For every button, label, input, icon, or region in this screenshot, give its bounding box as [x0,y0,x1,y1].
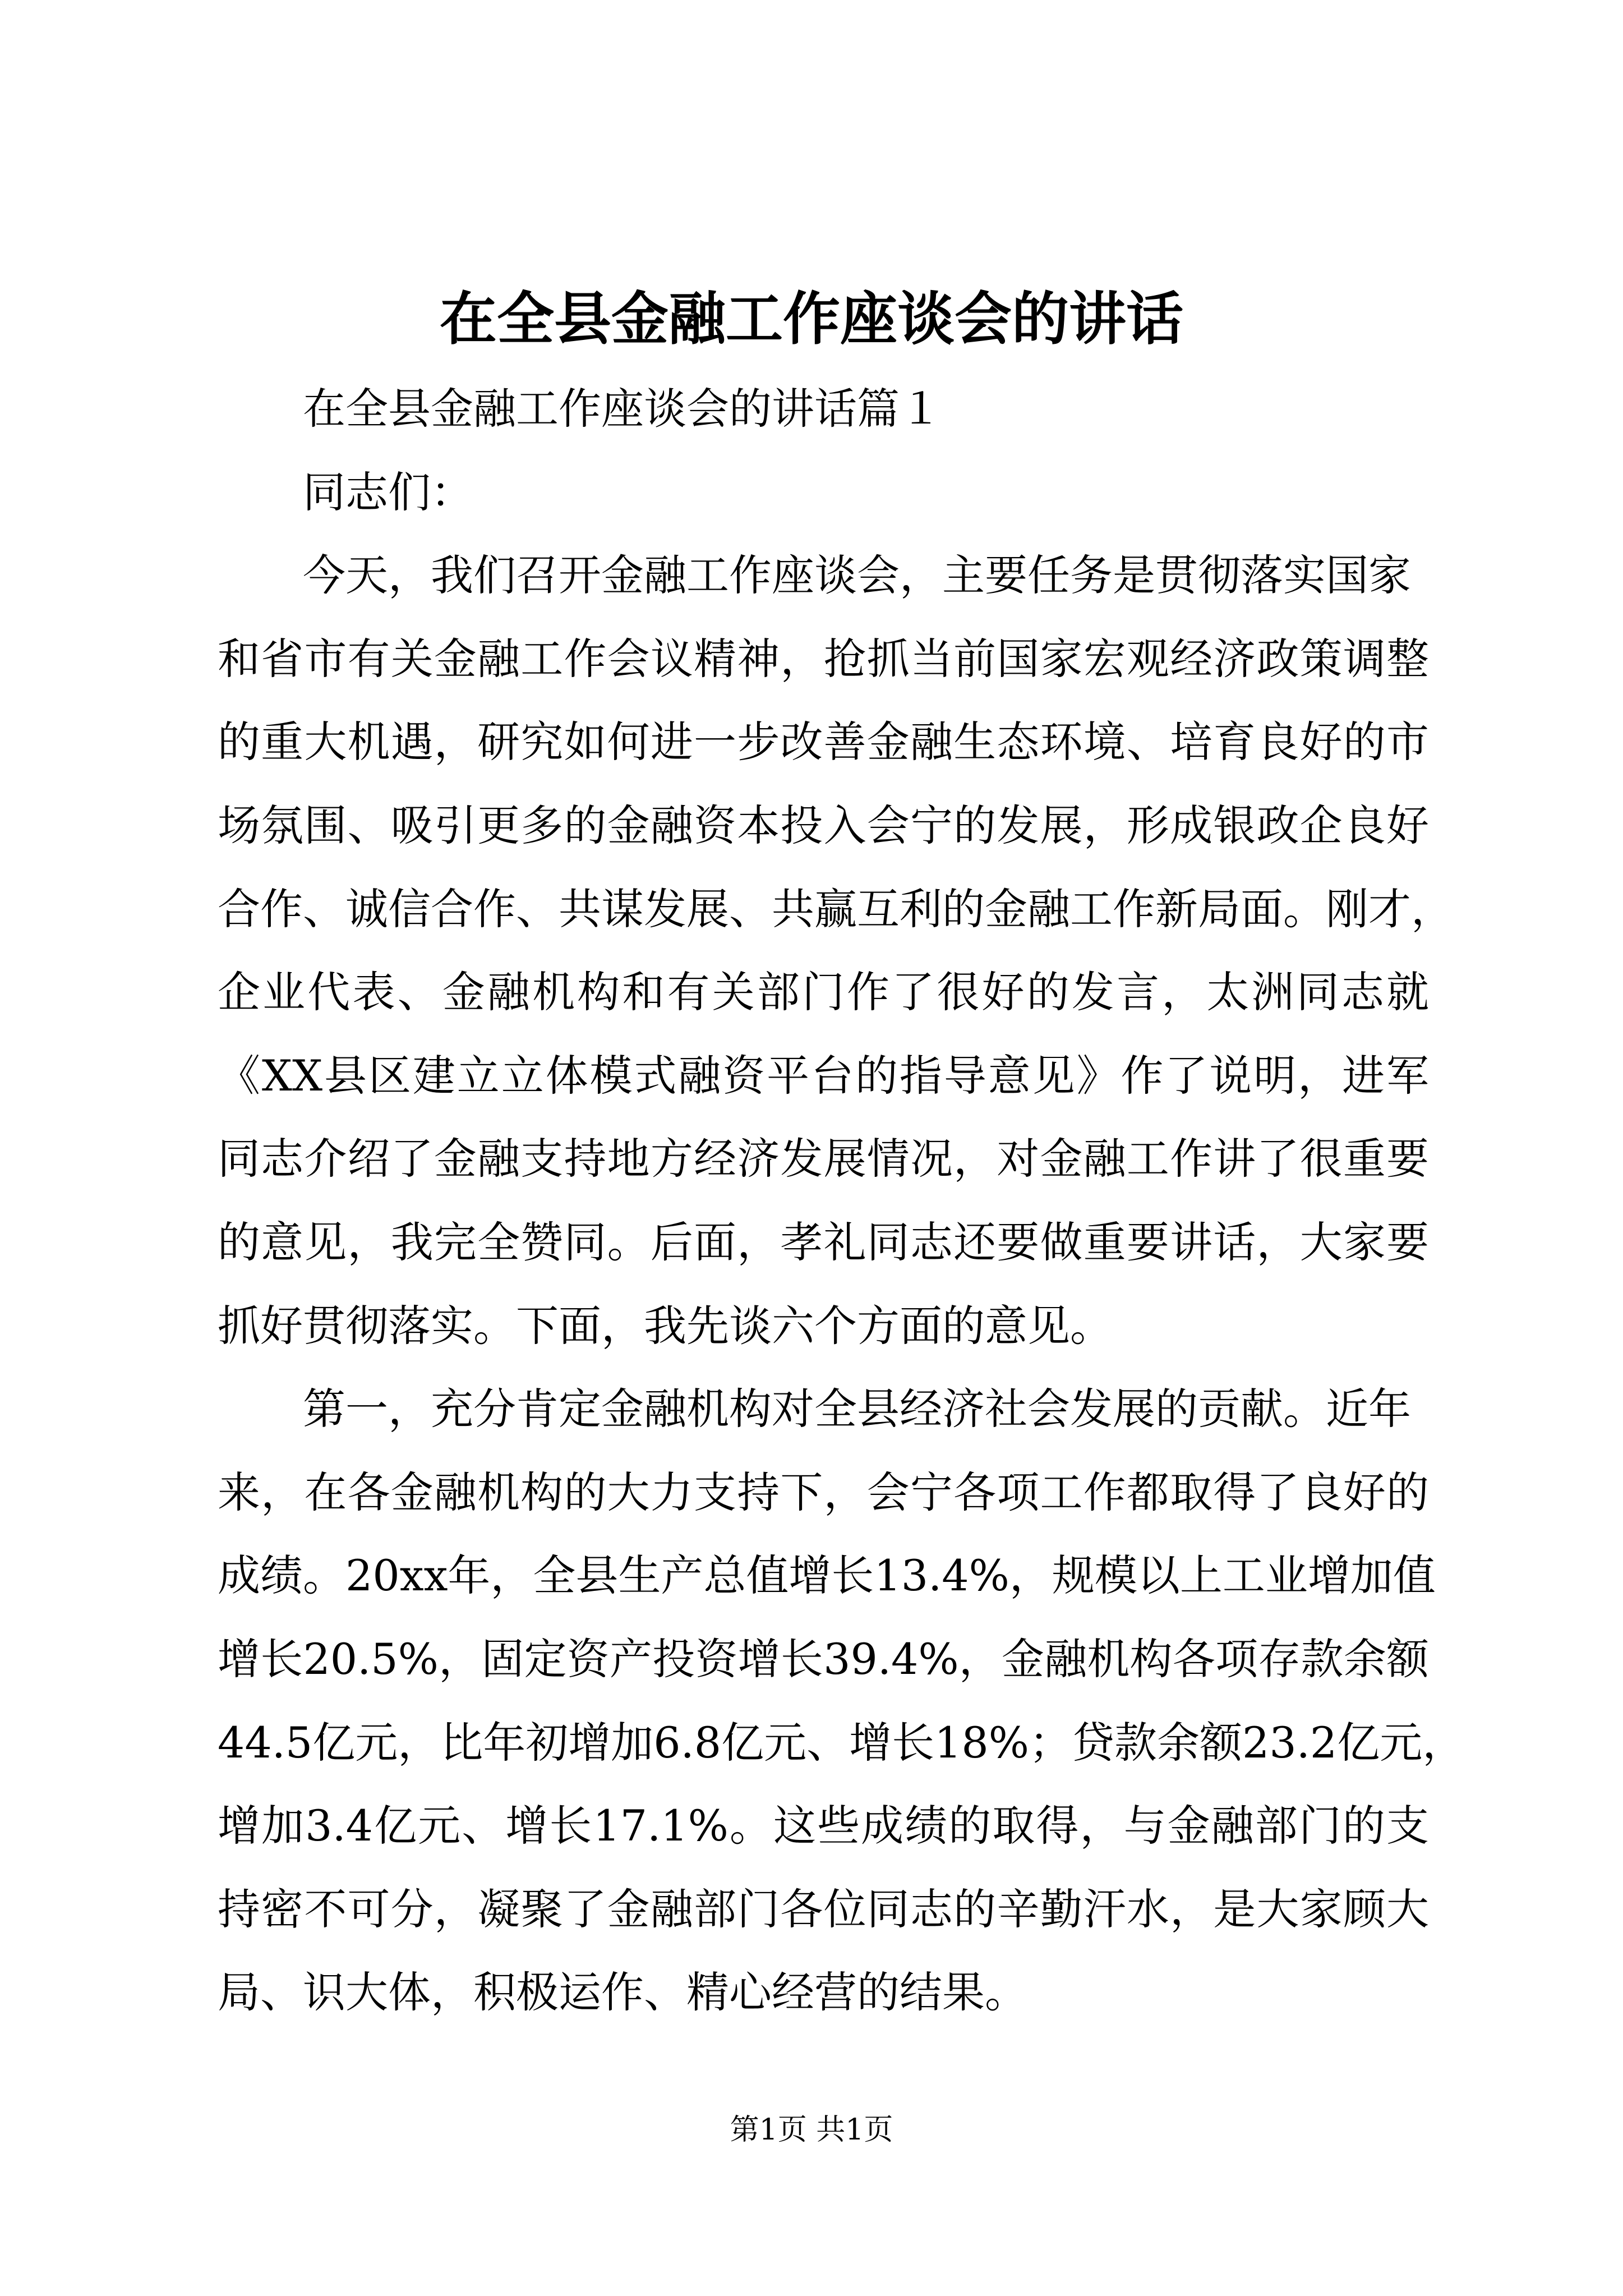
paragraph-1-line-8: 同志介绍了金融支持地方经济发展情况，对金融工作讲了很重要 [218,1134,1429,1184]
paragraph-2-line-5: 44.5亿元，比年初增加6.8亿元、增长18%；贷款余额23.2亿元， [218,1717,1465,1768]
paragraph-1-line-4: 场氛围、吸引更多的金融资本投入会宁的发展，形成银政企良好 [218,800,1429,850]
paragraph-1-line-1: 今天，我们召开金融工作座谈会，主要任务是贯彻落实国家 [303,550,1411,601]
paragraph-1-line-3: 的重大机遇，研究如何进一步改善金融生态环境、培育良好的市 [218,717,1429,767]
paragraph-2-line-1: 第一，充分肯定金融机构对全县经济社会发展的贡献。近年 [303,1384,1411,1434]
paragraph-2-line-2: 来，在各金融机构的大力支持下，会宁各项工作都取得了良好的 [218,1467,1429,1517]
paragraph-2-line-8: 局、识大体，积极运作、精心经营的结果。 [218,1967,1027,2018]
paragraph-1-line-9: 的意见，我完全赞同。后面，孝礼同志还要做重要讲话，大家要 [218,1217,1429,1267]
page-footer: 第1页 共1页 [730,2113,893,2147]
paragraph-1-line-10: 抓好贯彻落实。下面，我先谈六个方面的意见。 [218,1300,1113,1351]
paragraph-1-line-6: 企业代表、金融机构和有关部门作了很好的发言，太洲同志就 [218,967,1429,1018]
paragraph-2-line-6: 增加3.4亿元、增长17.1%。这些成绩的取得，与金融部门的支 [218,1801,1429,1851]
paragraph-2-line-3: 成绩。20xx年，全县生产总值增长13.4%，规模以上工业增加值 [218,1550,1436,1601]
document-body [218,367,1465,2035]
salutation: 同志们： [303,467,473,517]
document-subtitle: 在全县金融工作座谈会的讲话篇１ [303,384,942,434]
document-title: 在全县金融工作座谈会的讲话 [440,286,1183,353]
paragraph-2-line-4: 增长20.5%，固定资产投资增长39.4%，金融机构各项存款余额 [218,1634,1429,1684]
paragraph-1-line-5: 合作、诚信合作、共谋发展、共赢互利的金融工作新局面。刚才， [218,884,1454,934]
paragraph-1-line-7: 《XX县区建立立体模式融资平台的指导意见》作了说明，进军 [218,1050,1429,1101]
paragraph-2-line-7: 持密不可分，凝聚了金融部门各位同志的辛勤汗水，是大家顾大 [218,1884,1429,1934]
paragraph-1-line-2: 和省市有关金融工作会议精神，抢抓当前国家宏观经济政策调整 [218,633,1429,684]
